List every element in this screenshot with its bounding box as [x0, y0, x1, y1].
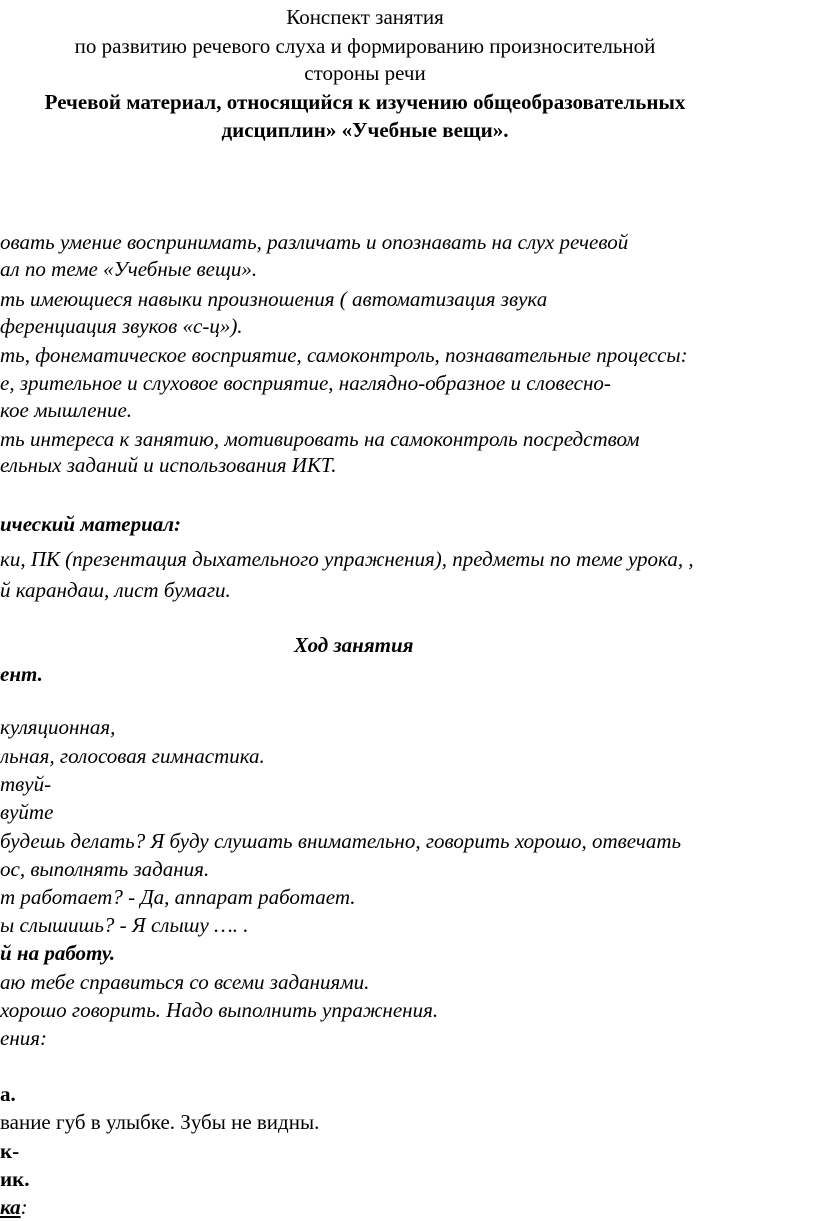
goal-line: овать умение воспринимать, различать и опознавать на слух речевой — [0, 230, 629, 254]
goal-line: ельных заданий и использования ИКТ. — [0, 453, 337, 477]
course-underlined-word: ка — [0, 1195, 21, 1219]
course-line: хорошо говорить. Надо выполнить упражнения. — [0, 998, 439, 1022]
course-line — [0, 1194, 28, 1220]
topic-line1: Речевой материал, относящийся к изучению общеобразовательных — [44, 90, 686, 114]
course-line: твуй- — [0, 772, 52, 796]
doc-subtitle-line1: по развитию речевого слуха и формированию произносительной — [74, 34, 656, 58]
course-heading: й на работу. — [0, 941, 116, 965]
course-heading: а. — [0, 1082, 16, 1106]
goal-line: ть, фонематическое восприятие, самоконтроль, познавательные процессы: — [0, 343, 688, 367]
goal-line: ал по теме «Учебные вещи». — [0, 257, 258, 281]
course-title: Ход занятия — [294, 633, 414, 657]
goal-line: ть интереса к занятию, мотивировать на самоконтроль посредством — [0, 427, 640, 451]
course-line: т работает? - Да, аппарат работает. — [0, 885, 356, 909]
course-line: вание губ в улыбке. Зубы не видны. — [0, 1110, 320, 1134]
goal-line: кое мышление. — [0, 398, 133, 422]
course-heading: к- — [0, 1139, 20, 1163]
course-line: ы слышишь? - Я слышу …. . — [0, 913, 249, 937]
equipment-line: й карандаш, лист бумаги. — [0, 578, 231, 602]
goal-line: ть имеющиеся навыки произношения ( автоматизация звука — [0, 287, 548, 311]
course-line: ос, выполнять задания. — [0, 857, 210, 881]
course-line: будешь делать? Я буду слушать внимательно, говорить хорошо, отвечать — [0, 829, 682, 853]
course-line: льная, голосовая гимнастика. — [0, 744, 265, 768]
course-colon: : — [20, 1195, 28, 1219]
course-line: аю тебе справиться со всеми заданиями. — [0, 970, 370, 994]
goal-line: е, зрительное и слуховое восприятие, наглядно-образное и словесно- — [0, 371, 611, 395]
goal-line: ференциация звуков «с-ц»). — [0, 314, 243, 338]
doc-subtitle-line2: стороны речи — [304, 61, 426, 85]
topic-line2: дисциплин» «Учебные вещи». — [221, 118, 509, 142]
doc-title: Конспект занятия — [286, 5, 444, 29]
course-line: вуйте — [0, 800, 54, 824]
equipment-line: ки, ПК (презентация дыхательного упражнения), предметы по теме урока, , — [0, 547, 694, 571]
course-heading: ик. — [0, 1167, 30, 1191]
course-line: ения: — [0, 1026, 47, 1050]
equipment-heading: ический материал: — [0, 512, 182, 536]
course-section-heading: ент. — [0, 662, 43, 686]
course-line: куляционная, — [0, 715, 116, 739]
